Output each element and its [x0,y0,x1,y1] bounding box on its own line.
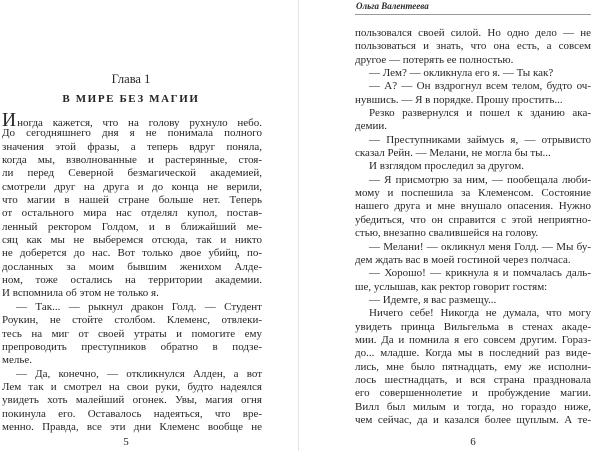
text-line: стью, внезапно свалившейся на голову. [355,227,539,240]
text-line: мелье. [2,354,32,367]
left-page-number: 5 [123,436,129,448]
chapter-title: В МИРЕ БЕЗ МАГИИ [62,93,200,105]
text-line: пользоваться и знать, что она есть, а совсем [355,40,591,53]
text-line: чем сейчас, да и казался более щуплым. А те- [355,413,591,426]
text-line: лись, мне было пятнадцать, ему же исполни- [355,360,591,373]
text-line: До сегодняшнего дня я не понимала полного [2,127,262,140]
text-line: пользовался своей силой. Но одно дело — не [355,27,591,39]
text-line: мии. Да и помнила я его совсем другим. Гораз- [355,333,591,346]
text-line: — Преступниками займусь я, — отрывисто [369,133,591,146]
text-line: — Идемте, я вас размещу... [369,293,497,306]
text-line: — Мелани! — окликнул меня Голд. — Мы бу- [369,240,591,253]
text-line: значения этой фразы, а теперь вдруг поняла, [2,140,262,153]
text-line: дем ждать вас в моей гостиной через полчаса. [355,253,571,266]
text-line: другое — потерять ее полностью. [355,53,514,66]
text-line: ленный ректором Голдом, и в ближайший ме- [2,220,262,233]
text-line: ном, тоже остались на территории академии. [2,274,262,287]
text-line: — Хорошо! — крикнула я и помчалась даль- [369,267,591,280]
text-line: его совершеннолетие и пробуждение магии. [355,387,591,400]
text-line: увидеть принца Вильгельма в стенах акаде- [355,320,591,333]
text-line: Лем так и смотрел на свои руки, будто надеялся [2,380,262,393]
chapter-label: Глава 1 [111,72,151,86]
text-line: ше, услышав, как ректор говорит гостям: [355,280,548,293]
text-line: менно. Правда, все эти дни Клеменс вообще не [2,420,262,433]
text-line: — Да, конечно, — откликнулся Алден, а вот [16,367,262,380]
running-header-author: Ольга Валентеева [355,0,591,15]
text-line: сяц как мы не выберемся отсюда, так и никто [2,234,262,247]
text-line: — Так... — рыкнул дракон Голд. — Студент [16,300,262,313]
raised-initial-cap: И [2,110,17,131]
text-line: что магии в нашей стране больше нет. Теперь [2,194,262,207]
text-line: когда мы, взволнованные и растерянные, стоя- [2,154,262,167]
text-line: лось шестнадцать, и вся страна праздновала [355,373,591,386]
text-line: не доберется до нас. Вот только двое убийц, по- [2,247,262,260]
text-line: до... младше. Когда мы в последний раз виде- [355,347,591,360]
text-line: Иногда кажется, что на голову рухнуло небо. [2,110,262,131]
text-line: И взглядом проследил за другом. [369,160,524,173]
text-line: — А? — Он вздрогнул всем телом, будто оч- [369,80,591,93]
text-line: убедиться, что он справится с этой неприятно- [355,213,591,226]
text-line: досланных за моим бывшим женихом Алде- [2,260,262,273]
text-line: нувшись. — Я в порядке. Прошу простить... [355,93,563,106]
text-line: от остального мира нас отделял купол, постав- [2,207,262,220]
right-page-body [355,27,591,427]
text-line: смотрели друг на друга и до конца не верили, [2,180,262,193]
text-line: И вспомнила об этом не только я. [2,287,159,300]
text-line: тесь на миг от своей утраты и помогите ему [2,327,262,340]
text-line: — Я присмотрю за ним, — пообещала люби- [369,173,591,186]
text-line: ли перед Северной безмагической академией, [2,167,262,180]
text-line: препроводить преступников обратно в подзе- [2,340,262,353]
right-page-number: 6 [470,436,476,448]
text-line: Ничего себе! Никогда не думала, что могу [369,307,591,320]
text-line: сказал Рейн. — Мелани, не могла бы ты... [355,147,551,160]
text-line: — Лем? — окликнула его я. — Ты как? [369,67,554,80]
text-line: покинула его. Оставалось надеяться, что вре- [2,407,262,420]
text-line: демии. [355,120,387,133]
text-line: нашего друга и мне внушало опасения. Нужно [355,200,591,213]
text-line: мому и поспешила за Клеменсом. Состояние [355,187,591,200]
text-line: Роукин, не стойте столбом. Клеменс, отвлеки- [2,314,262,327]
text-line: Резко развернулся и пошел к зданию ака- [369,107,591,120]
left-page-body [2,110,262,434]
chapter-heading [2,0,260,105]
text-line: Вилл был милым и тогда, но гораздо ниже, [355,400,591,413]
text-line: увидеть хоть малейший огонек. Увы, магия огня [2,394,262,407]
left-page [0,0,299,451]
right-page [299,0,599,451]
